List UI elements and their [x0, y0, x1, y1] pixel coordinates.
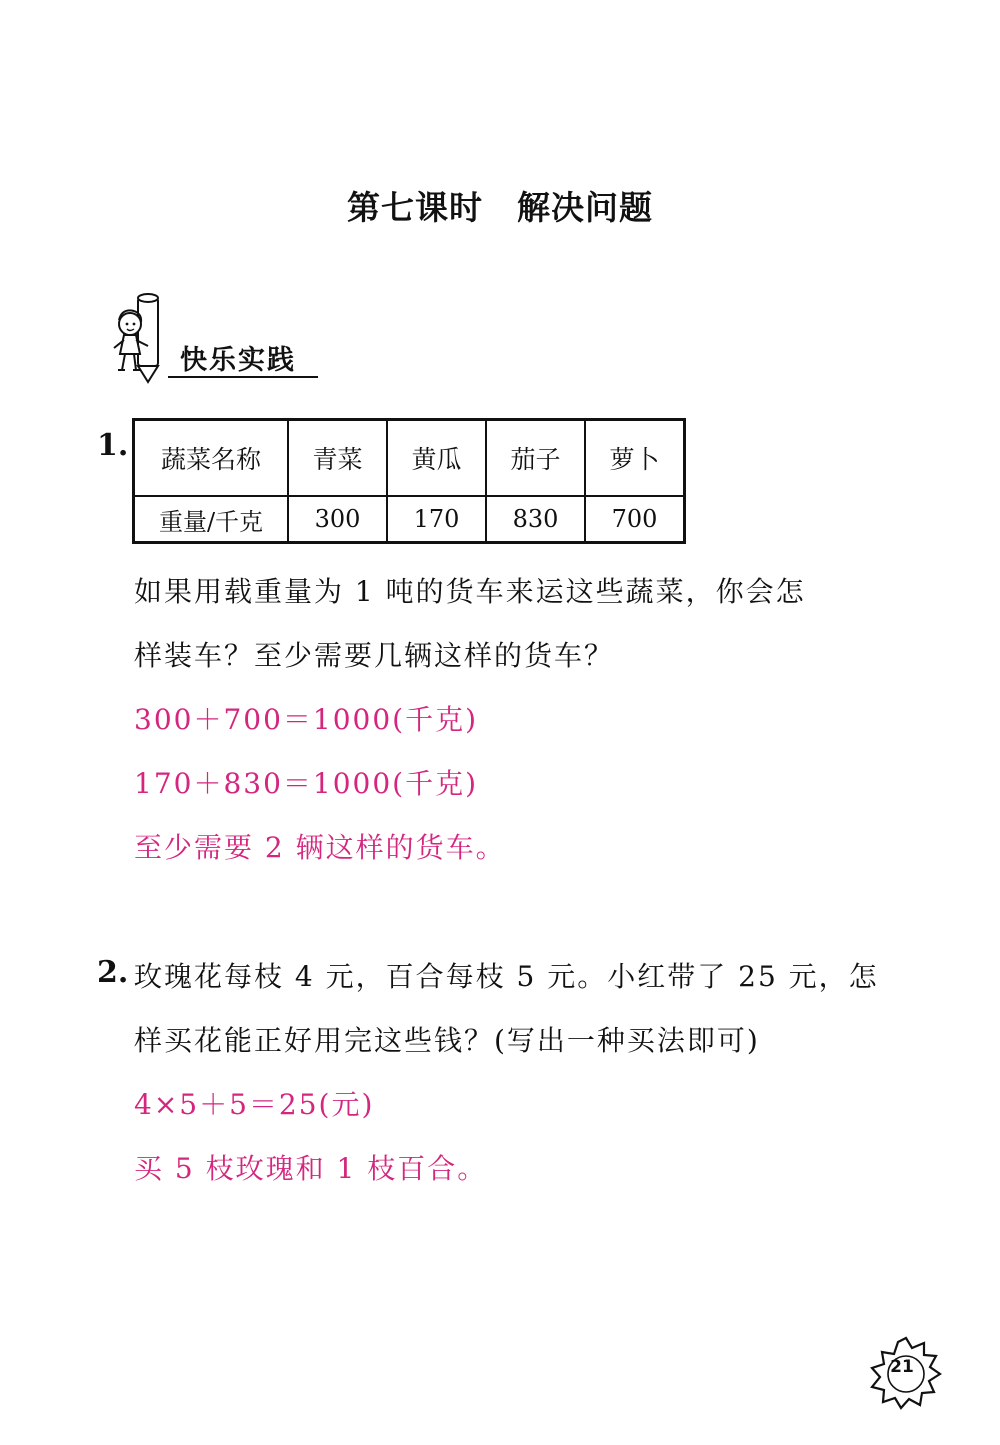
question-2-text-line-2: 样买花能正好用完这些钱？(写出一种买法即可)	[134, 1024, 760, 1057]
question-1-text-line-1: 如果用载重量为 1 吨的货车来运这些蔬菜，你会怎	[134, 575, 806, 608]
table-cell: 830	[486, 496, 585, 543]
section-underline	[168, 376, 318, 378]
question-2-text-line-1: 玫瑰花每枝 4 元，百合每枝 5 元。小红带了 25 元，怎	[134, 960, 879, 993]
table-cell: 蔬菜名称	[134, 420, 289, 497]
question-2-answer-line-1: 4×5＋5＝25(元)	[134, 1088, 375, 1121]
page-title	[0, 182, 1000, 229]
section-label: 快乐实践	[180, 345, 296, 376]
lesson-label: 第七课时	[347, 188, 483, 227]
table-cell: 重量/千克	[134, 496, 289, 543]
question-2-answer-line-2: 买 5 枝玫瑰和 1 枝百合。	[134, 1152, 488, 1185]
table-row	[134, 496, 685, 543]
table-cell: 青菜	[288, 420, 387, 497]
question-1-text-line-2: 样装车？至少需要几辆这样的货车？	[134, 639, 615, 672]
page-number: 21	[890, 1357, 914, 1377]
section-header	[108, 290, 328, 385]
question-1-answer-line-3: 至少需要 2 辆这样的货车。	[134, 831, 506, 864]
vegetable-weight-table	[132, 418, 686, 544]
lesson-topic: 解决问题	[517, 188, 653, 227]
table-cell: 170	[387, 496, 486, 543]
question-1-answer-line-2: 170＋830＝1000(千克)	[134, 767, 478, 800]
table-cell: 黄瓜	[387, 420, 486, 497]
table-cell: 300	[288, 496, 387, 543]
question-2-number: 2.	[97, 955, 129, 990]
table-cell: 萝卜	[585, 420, 685, 497]
girl-pencil-icon	[108, 290, 178, 385]
question-1-answer-line-1: 300＋700＝1000(千克)	[134, 703, 478, 736]
table-cell: 700	[585, 496, 685, 543]
table-cell: 茄子	[486, 420, 585, 497]
table-row	[134, 420, 685, 497]
question-1-number: 1.	[97, 428, 129, 463]
